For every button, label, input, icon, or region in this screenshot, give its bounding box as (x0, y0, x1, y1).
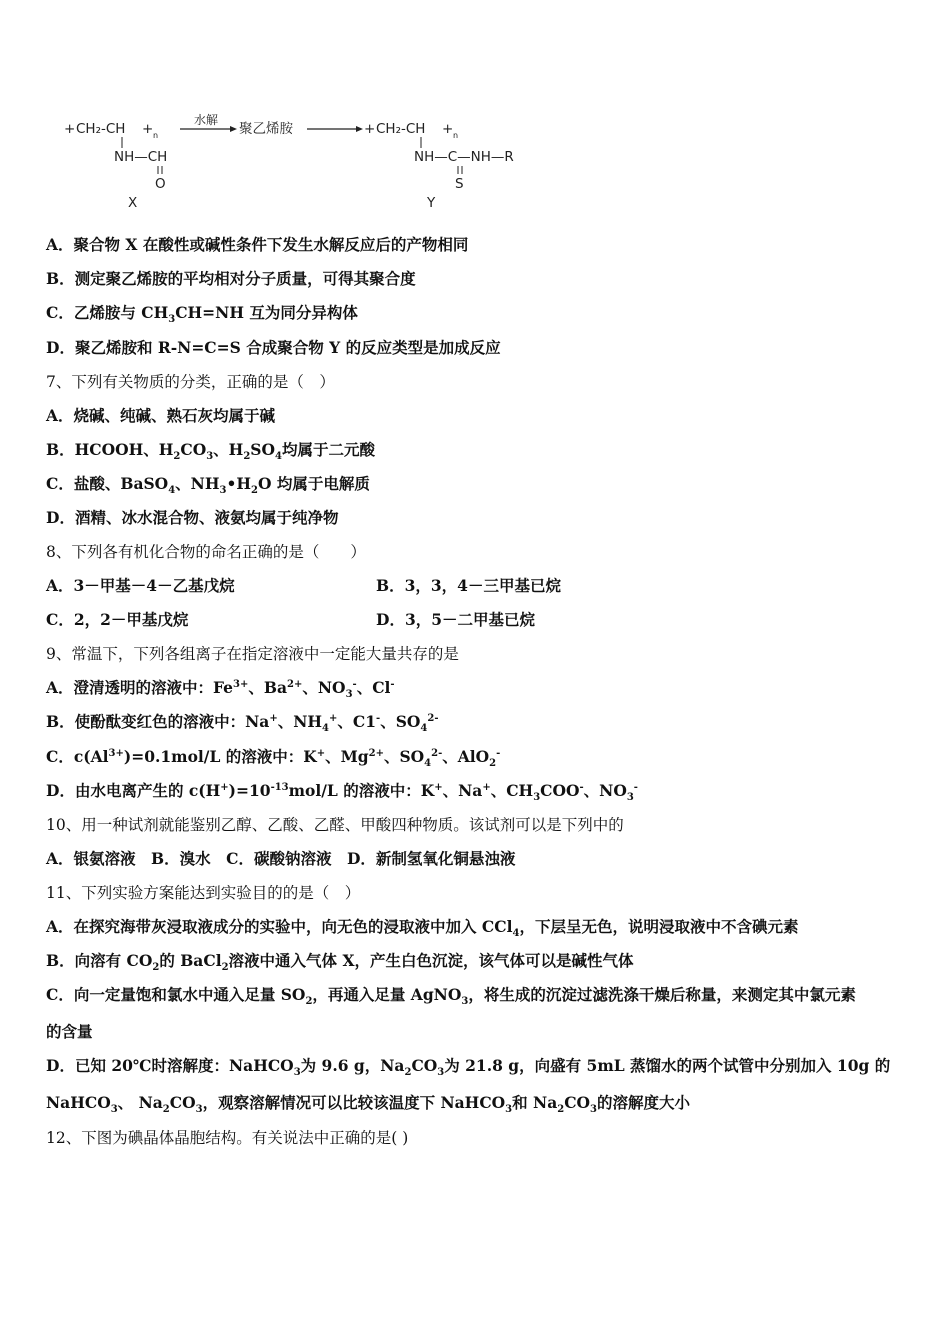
q8-option-c: C．2，2－甲基戊烷 (46, 610, 189, 629)
arrow-1-head (230, 126, 237, 132)
q6-option-b: B．测定聚乙烯胺的平均相对分子质量，可得其聚合度 (46, 269, 416, 288)
q11-stem: 11、下列实验方案能达到实验目的的是（ ） (46, 884, 361, 902)
scheme-right-chain: CH₂-CH (376, 121, 426, 137)
q6-option-d: D．聚乙烯胺和 R-N=C=S 合成聚合物 Y 的反应类型是加成反应 (46, 338, 501, 357)
q6-option-c: C．乙烯胺与 $CH_3CH=NH$ 互为同分异构体 (46, 303, 358, 326)
bracket-right-y: + (442, 121, 454, 137)
q8-row-1 (46, 576, 906, 596)
scheme-arrow-text: 水解 (194, 113, 219, 127)
q8-option-a: A．3－甲基－4－乙基戊烷 (46, 576, 235, 595)
q11-option-a: A．在探究海带灰浸取液成分的实验中，向无色的浸取液中加入 CCl$_4$，下层呈无色，说明浸取液中不含碘元素 (46, 917, 799, 940)
q7-stem: 7、下列有关物质的分类，正确的是（ ） (46, 373, 335, 391)
bracket-right-x: + (142, 121, 154, 137)
arrow-2-head (356, 126, 363, 132)
scheme-left-o: O (155, 176, 166, 192)
q6-option-a: A．聚合物 X 在酸性或碱性条件下发生水解反应后的产物相同 (46, 235, 469, 254)
q12-stem: 12、下图为碘晶体晶胞结构。有关说法中正确的是( ) (46, 1129, 409, 1147)
scheme-right-sub: NH—C—NH—R (414, 149, 514, 165)
scheme-label-x: X (128, 195, 138, 211)
q9-option-d: D．由水电离产生的 $c(H^+)=10^{-13}mol/L$ 的溶液中：K+、Na+、$CH_3COO^-$、$NO_3^-$ (46, 781, 638, 804)
q8-row-2 (46, 610, 906, 630)
q11-option-d: D．已知 20℃时溶解度：NaHCO$_3$为 9.6 g，$Na_2CO_3$为 21.8 g，向盛有 5mL 蒸馏水的两个试管中分别加入 10g 的 (46, 1056, 891, 1079)
q8-stem: 8、下列各有机化合物的命名正确的是（ ） (46, 543, 366, 561)
scheme-left-chain: CH₂-CH (76, 121, 126, 137)
q7-option-b: B．HCOOH、$H_2CO_3$、$H_2SO_4$均属于二元酸 (46, 440, 375, 463)
q10-options: A．银氨溶液 B．溴水 C．碳酸钠溶液 D．新制氢氧化铜悬浊液 (46, 849, 516, 868)
scheme-middle: 聚乙烯胺 (239, 121, 293, 137)
q11-option-c-cont: 的含量 (46, 1022, 93, 1041)
bracket-left-x: + (64, 121, 76, 137)
scheme-label-y: Y (427, 195, 436, 211)
bracket-left-y: + (364, 121, 376, 137)
q7-option-d: D．酒精、冰水混合物、液氨均属于纯净物 (46, 508, 339, 527)
scheme-left-n: n (153, 131, 159, 140)
q9-option-b: B．使酚酞变红色的溶液中：Na+、$NH_4^+$、C1-、$SO_4^{2-}$ (46, 712, 439, 735)
reaction-scheme (60, 108, 540, 218)
q8-option-b: B．3，3，4－三甲基已烷 (376, 576, 561, 595)
q11-option-b: B．向溶有 $CO_2$的 BaCl$_2$溶液中通入气体 X，产生白色沉淀，该气体可以是碱性气体 (46, 951, 634, 974)
q8-option-d: D．3，5－二甲基已烷 (376, 610, 536, 629)
scheme-left-sub: NH—CH (114, 149, 168, 165)
q10-stem: 10、用一种试剂就能鉴别乙醇、乙酸、乙醛、甲酸四种物质。该试剂可以是下列中的 (46, 816, 624, 834)
q9-option-c: C．$c(Al^{3+})=0.1mol/L$ 的溶液中：K+、$Mg^{2+}$、$SO_4^{2-}$、AlO$_2$- (46, 747, 501, 770)
q7-option-c: C．盐酸、BaSO$_4$、$NH_3•H_2O$ 均属于电解质 (46, 474, 370, 497)
scheme-right-s: S (455, 176, 464, 192)
q9-option-a: A．澄清透明的溶液中：$Fe^{3+}$、$Ba^{2+}$、$NO_3^-$、Cl- (46, 678, 395, 701)
q11-option-d-cont: NaHCO$_3$、 $Na_2CO_3$，观察溶解情况可以比较该温度下 NaHCO$_3$和 $Na_2CO_3$的溶解度大小 (46, 1093, 691, 1116)
q7-option-a: A．烧碱、纯碱、熟石灰均属于碱 (46, 406, 276, 425)
scheme-right-n: n (453, 131, 459, 140)
q9-stem: 9、常温下，下列各组离子在指定溶液中一定能大量共存的是 (46, 645, 459, 663)
q11-option-c: C．向一定量饱和氯水中通入足量 $SO_2$，再通入足量 AgNO$_3$，将生成的沉淀过滤洗涤干燥后称量，来测定其中氯元素 (46, 985, 856, 1008)
